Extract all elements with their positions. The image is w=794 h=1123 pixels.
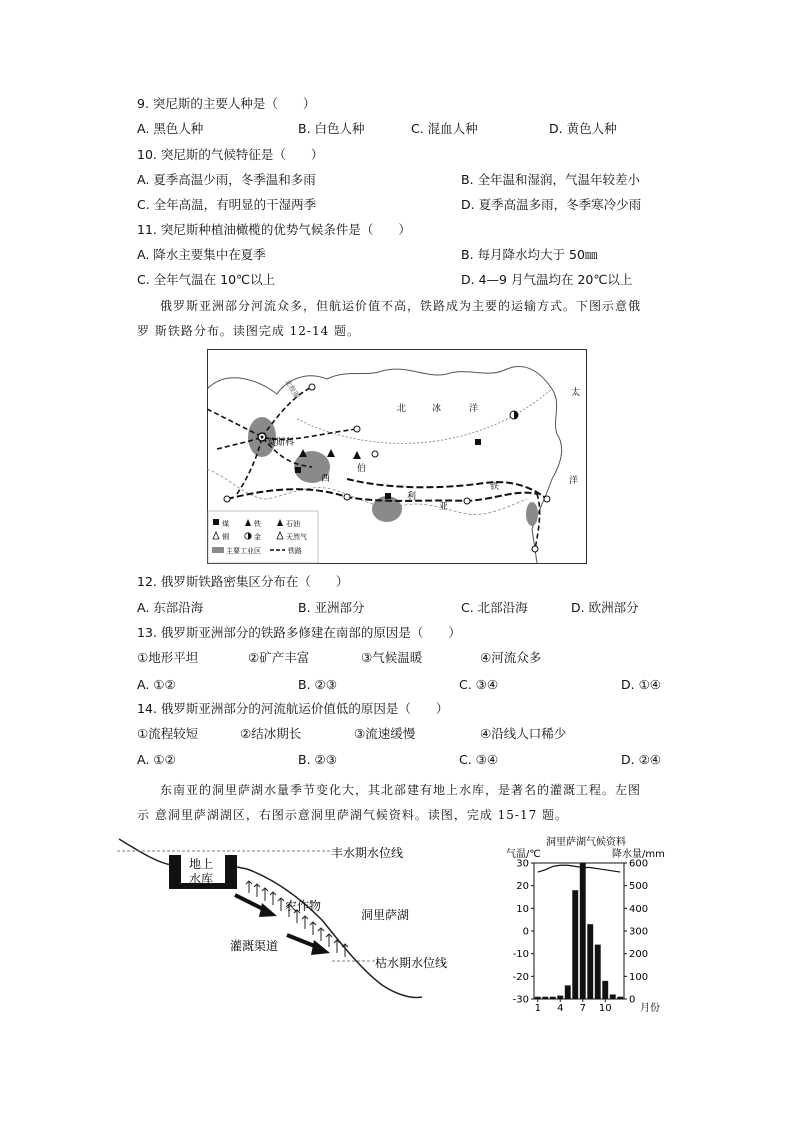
legend-copper: 铜 [222,533,229,541]
chart-right-tick-label: 200 [629,949,649,961]
q10-option-d: D. 夏季高温多雨，冬季寒冷少雨 [461,197,642,212]
q14-choice-3: ③流速缓慢 [354,726,416,741]
q11-option-c: C. 全年气温在 10℃以上 [137,272,276,287]
label-yang: 洋 [469,404,479,414]
precipitation-bar [535,997,541,999]
label-low-water: 枯水期水位线 [375,956,448,970]
q13-choice-2: ②矿产丰富 [248,650,310,665]
label-tai: 太 [571,388,581,398]
label-lake: 洞里萨湖 [361,908,410,922]
precipitation-bar [572,890,578,999]
chart-right-tick-label: 600 [629,858,649,870]
russia-passage-line2: 罗 斯铁路分布。读图完成 12-14 题。 [137,324,361,338]
chart-left-tick-label: 30 [516,858,529,870]
q11-option-d: D. 4—9 月气温均在 20℃以上 [461,272,633,287]
precipitation-bar [610,994,616,999]
label-reservoir-1: 地上 [189,857,214,871]
q11-stem: 11. 突尼斯种植油橄榄的优势气候条件是（ ） [137,222,411,237]
precipitation-bar [557,996,563,999]
legend-iron: 铁 [254,520,261,528]
chart-x-tick-label: 10 [598,1003,612,1013]
label-tie: 铁 [490,482,500,492]
tonle-passage-line2: 示 意洞里萨湖湖区，右图示意洞里萨湖气候资料。读图，完成 15-17 题。 [137,808,569,822]
precipitation-bar [602,981,608,999]
q9-option-c: C. 混血人种 [411,121,478,136]
chart-ylabel-left: 气温/℃ [506,849,541,860]
chart-left-tick-label: 10 [516,903,529,915]
industry-area-east [526,502,538,526]
legend-railway: 铁路 [288,547,302,555]
q13-option-c: C. ③④ [459,677,499,692]
russia-railway-map [207,349,587,564]
chart-x-unit: 月份 [640,1003,660,1013]
tonle-sap-cross-section [117,835,467,1005]
russia-passage-line1: 俄罗斯亚洲部分河流众多，但航运价值不高，铁路成为主要的运输方式。下图示意俄 [160,299,642,313]
label-arctic-circle: 北极圈 [283,378,301,401]
precipitation-bar [580,863,586,999]
q13-choice-1: ①地形平坦 [137,650,199,665]
legend-gas: 天然气 [286,533,307,541]
chart-left-tick-label: -30 [512,994,529,1006]
precipitation-bar [595,945,601,999]
chart-right-tick-label: 100 [629,971,649,983]
precipitation-bar [565,985,571,999]
precipitation-bar [542,997,548,999]
q14-choice-2: ②结冰期长 [240,726,302,741]
q14-stem: 14. 俄罗斯亚洲部分的河流航运价值低的原因是（ ） [137,701,449,716]
q14-option-a: A. ①② [137,752,176,767]
label-canal: 灌溉渠道 [230,939,279,953]
chart-left-tick-label: 20 [516,881,529,893]
q11-option-a: A. 降水主要集中在夏季 [137,247,266,262]
chart-left-tick-label: 0 [522,926,529,938]
q9-option-d: D. 黄色人种 [549,121,617,136]
q13-choice-3: ③气候温暖 [361,650,423,665]
label-reservoir-2: 水库 [189,872,214,886]
q13-stem: 13. 俄罗斯亚洲部分的铁路多修建在南部的原因是（ ） [137,625,461,640]
q13-option-d: D. ①④ [621,677,661,692]
q13-option-b: B. ②③ [298,677,337,692]
q13-option-a: A. ①② [137,677,176,692]
q12-option-d: D. 欧洲部分 [571,600,639,615]
tonle-passage-line1: 东南亚的洞里萨湖水量季节变化大，其北部建有地上水库，是著名的灌溉工程。左图 [160,783,642,797]
label-xi: 西 [321,474,331,484]
q10-option-a: A. 夏季高温少雨，冬季温和多雨 [137,172,316,187]
precipitation-bar [587,924,593,999]
legend-oil: 石油 [286,520,300,528]
legend-industry: 主要工业区 [226,547,261,555]
q10-option-c: C. 全年高温，有明显的干湿两季 [137,197,317,212]
legend-gold: 金 [254,533,261,541]
label-north: 北 [397,404,407,414]
label-crops: 农作物 [285,899,322,913]
chart-ylabel-right: 降水量/mm [612,849,665,860]
q14-choice-4: ④沿线人口稀少 [480,726,567,741]
chart-left-tick-label: -10 [512,949,529,961]
label-moscow: 莫斯科 [267,438,295,448]
label-bo: 伯 [357,464,367,474]
chart-title: 洞里萨湖气候资料 [546,837,626,848]
q12-option-a: A. 东部沿海 [137,600,204,615]
legend-coal: 煤 [222,520,229,528]
q11-option-b: B. 每月降水均大于 50㎜ [461,247,598,262]
chart-right-tick-label: 500 [629,881,649,893]
label-yang2: 洋 [569,476,579,486]
precipitation-bar [550,997,556,999]
q12-stem: 12. 俄罗斯铁路密集区分布在（ ） [137,574,349,589]
q12-option-c: C. 北部沿海 [461,600,528,615]
chart-right-tick-label: 300 [629,926,649,938]
q12-option-b: B. 亚洲部分 [298,600,365,615]
q14-option-c: C. ③④ [459,752,499,767]
label-li: 利 [407,492,417,502]
chart-right-tick-label: 0 [629,994,636,1006]
q9-option-b: B. 白色人种 [298,121,365,136]
q9-option-a: A. 黑色人种 [137,121,204,136]
chart-x-tick-label: 4 [557,1003,564,1013]
chart-left-tick-label: -20 [512,971,529,983]
chart-x-tick-label: 7 [579,1003,586,1013]
q14-option-b: B. ②③ [298,752,337,767]
chart-right-tick-label: 400 [629,903,649,915]
q10-stem: 10. 突尼斯的气候特征是（ ） [137,147,324,162]
label-high-water: 丰水期水位线 [331,846,404,860]
tonle-sap-climate-chart [494,833,679,1013]
q10-option-b: B. 全年温和湿润，气温年较差小 [461,172,641,187]
q9-stem: 9. 突尼斯的主要人种是（ ） [137,96,316,111]
q14-choice-1: ①流程较短 [137,726,199,741]
label-ya: 亚 [439,502,449,512]
label-bing: 冰 [432,404,442,414]
precipitation-bar [617,997,623,999]
chart-plot-area [534,863,624,999]
q14-option-d: D. ②④ [621,752,661,767]
q13-choice-4: ④河流众多 [480,650,542,665]
chart-x-tick-label: 1 [534,1003,541,1013]
